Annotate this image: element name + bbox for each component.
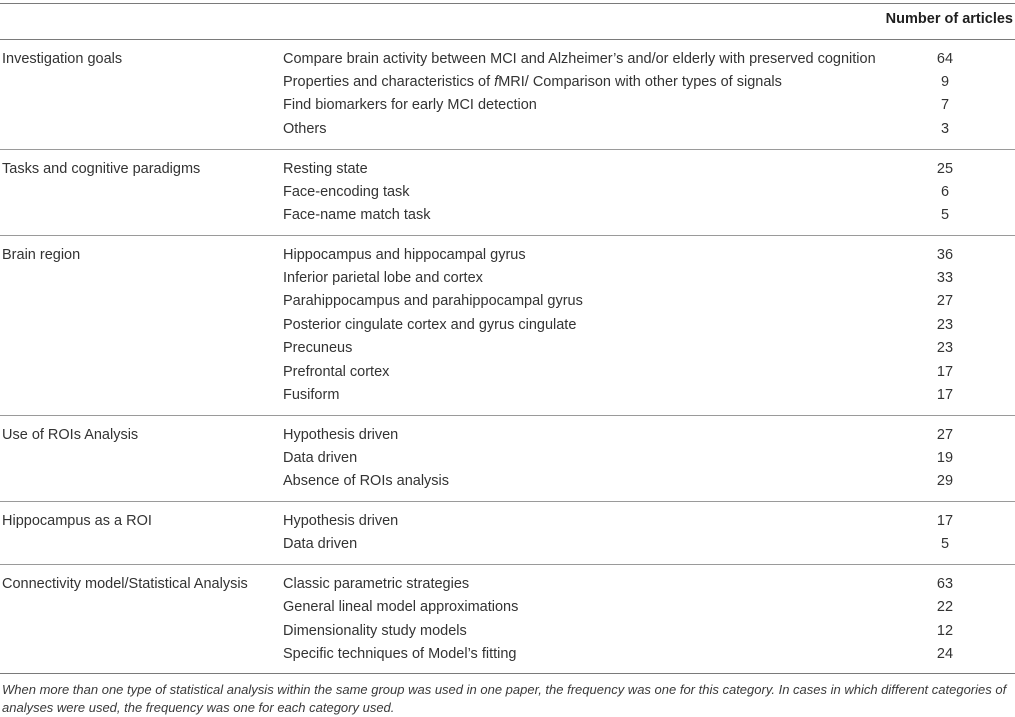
category-brain-region: Brain region <box>2 247 81 263</box>
table-row-count: 12 <box>936 623 954 639</box>
category-hippocampus-as-a-roi: Hippocampus as a ROI <box>2 513 152 529</box>
table-row-count: 9 <box>940 74 950 90</box>
table-row-item: Hypothesis driven <box>283 427 399 443</box>
table-row-item: Properties and characteristics of fMRI/ Comparison with other types of signals <box>283 74 782 90</box>
table-row-count: 6 <box>940 184 950 200</box>
table-row-item: Posterior cingulate cortex and gyrus cingulate <box>283 317 577 333</box>
table-row-count: 19 <box>936 450 954 466</box>
table-row-item: Absence of ROIs analysis <box>283 473 450 489</box>
table-row-count: 17 <box>936 364 954 380</box>
table-top-rule <box>0 3 1015 4</box>
table-row-item: Precuneus <box>283 340 353 356</box>
table-row-count: 63 <box>936 576 954 592</box>
table-row-count: 23 <box>936 317 954 333</box>
table-row-item: Hippocampus and hippocampal gyrus <box>283 247 526 263</box>
table-footnote: When more than one type of statistical analysis within the same group was used in one paper, the frequency was one for this category. In cases in which different categories of analyses were used, the frequency was one for each category used. <box>2 682 1007 715</box>
table-row-item: Find biomarkers for early MCI detection <box>283 97 537 113</box>
table-row-count: 17 <box>936 513 954 529</box>
table-row-count: 24 <box>936 646 954 662</box>
table-row-item: Hypothesis driven <box>283 513 399 529</box>
table-row-item: Face-name match task <box>283 207 431 223</box>
table-row-item: Inferior parietal lobe and cortex <box>283 270 483 286</box>
table-row-item: Fusiform <box>283 387 340 403</box>
table-row-item: Prefrontal cortex <box>283 364 390 380</box>
table-row-count: 5 <box>940 207 950 223</box>
table-row-count: 36 <box>936 247 954 263</box>
category-investigation-goals: Investigation goals <box>2 51 123 67</box>
table-bottom-rule <box>0 673 1015 674</box>
table-row-count: 64 <box>936 51 954 67</box>
group-divider <box>0 235 1015 236</box>
table-row-count: 5 <box>940 536 950 552</box>
table-row-item: Compare brain activity between MCI and Alzheimer’s and/or elderly with preserved cognition <box>283 51 876 67</box>
group-divider <box>0 415 1015 416</box>
table-row-item: Classic parametric strategies <box>283 576 470 592</box>
table-row-item: Data driven <box>283 450 358 466</box>
table-row-item: Dimensionality study models <box>283 623 467 639</box>
table-row-count: 17 <box>936 387 954 403</box>
table-row-count: 23 <box>936 340 954 356</box>
table-row-count: 3 <box>940 121 950 137</box>
table-row-count: 29 <box>936 473 954 489</box>
table-row-count: 25 <box>936 161 954 177</box>
table-row-item: Resting state <box>283 161 368 177</box>
table-row-count: 27 <box>936 293 954 309</box>
group-divider <box>0 149 1015 150</box>
table-row-count: 22 <box>936 599 954 615</box>
group-divider <box>0 564 1015 565</box>
table-row-item: General lineal model approximations <box>283 599 519 615</box>
table-row-item: Face-encoding task <box>283 184 410 200</box>
group-divider <box>0 501 1015 502</box>
category-use-of-rois-analysis: Use of ROIs Analysis <box>2 427 139 443</box>
category-tasks-and-cognitive-paradigms: Tasks and cognitive paradigms <box>2 161 201 177</box>
table-row-item: Specific techniques of Model’s fitting <box>283 646 517 662</box>
table-row-count: 7 <box>940 97 950 113</box>
table-row-item: Data driven <box>283 536 358 552</box>
table-row-count: 27 <box>936 427 954 443</box>
category-connectivity-model-statistical-analysis: Connectivity model/Statistical Analysis <box>2 576 248 592</box>
table-row-item: Parahippocampus and parahippocampal gyrus <box>283 293 583 309</box>
table-row-count: 33 <box>936 270 954 286</box>
column-header-number-of-articles: Number of articles <box>885 11 1013 27</box>
table-row-item: Others <box>283 121 327 137</box>
header-bottom-rule <box>0 39 1015 40</box>
